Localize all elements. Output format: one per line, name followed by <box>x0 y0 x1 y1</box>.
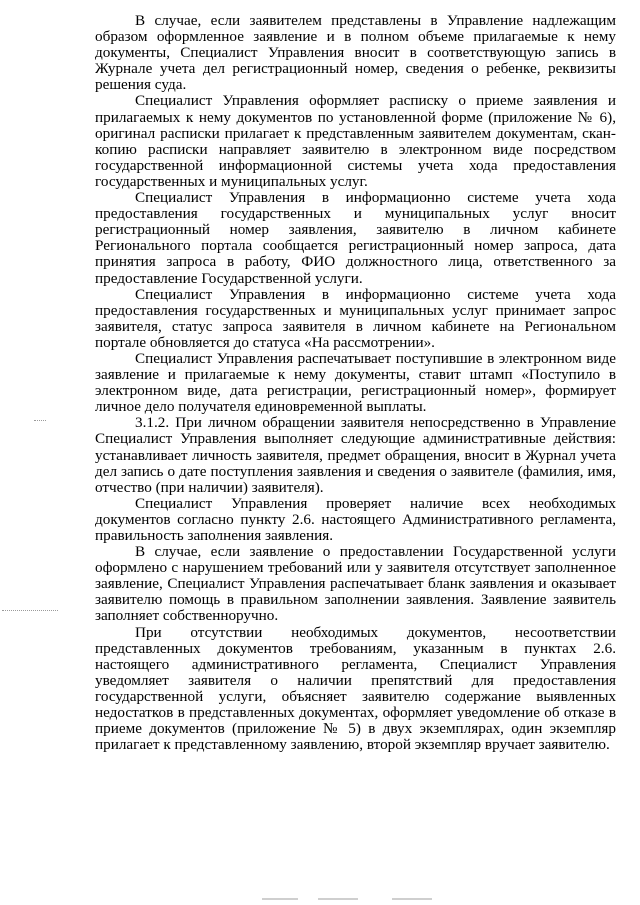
paragraph: Специалист Управления оформляет расписку о приеме заявления и прилагаемых к нему документов по установленной форме (приложение № 6), оригинал расписки прилагает к представленным заявителем документам, скан-копию расписки направляет заявителю в электронном виде посредством государственной информационной системы учета хода предоставления государственных и муниципальных услуг. <box>95 92 616 190</box>
paragraph: При отсутствии необходимых документов, несоответствии представленных документов требованиям, указанным в пунктах 2.6. настоящего административного регламента, Специалист Управления уведомляет заявителя о наличии препятствий для предоставления государственной услуги, объясняет заявителю содержание выявленных недостатков в представленных документах, оформляет уведомление об отказе в приеме документов (приложение № 5) в двух экземплярах, один экземпляр прилагает к представленному заявлению, второй экземпляр вручает заявителю. <box>95 623 616 754</box>
paragraph: В случае, если заявителем представлены в Управление надлежащим образом оформленное заявление и в полном объеме прилагаемые к нему документы, Специалист Управления вносит в соответствующую запись в Журнале учета дел регистрационный номер, сведения о ребенке, реквизиты решения суда. <box>95 12 616 94</box>
scan-artifact-mark <box>2 610 58 612</box>
scan-artifact-mark <box>34 420 46 422</box>
paragraph: Специалист Управления распечатывает поступившие в электронном виде заявление и прилагаемые к нему документы, ставит штамп «Поступило в электронном виде, дата регистрации, регистрационный номер», формирует личное дело получателя единовременной выплаты. <box>95 349 616 416</box>
scan-artifact-mark <box>262 898 298 900</box>
scan-artifact-mark <box>318 898 358 900</box>
scan-artifact-mark <box>392 898 432 900</box>
paragraph: В случае, если заявление о предоставлении Государственной услуги оформлено с нарушением требований или у заявителя отсутствует заполненное заявление, Специалист Управления распечатывает бланк заявления и оказывает заявителю помощь в правильном заполнении заявления. Заявление заявитель заполняет собственноручно. <box>95 543 616 625</box>
document-body <box>95 13 616 753</box>
paragraph: Специалист Управления в информационно системе учета хода предоставления государственных и муниципальных услуг принимает запрос заявителя, статус запроса заявителя в личном кабинете на Региональном портале обновляется до статуса «На рассмотрении». <box>95 285 616 351</box>
paragraph: 3.1.2. При личном обращении заявителя непосредственно в Управление Специалист Управления выполняет следующие административные действия: устанавливает личность заявителя, предмет обращения, вносит в Журнал учета дел запись о дате поступления заявления и сведения о заявителе (фамилия, имя, отчество (при наличии) заявителя). <box>95 414 616 496</box>
paragraph: Специалист Управления проверяет наличие всех необходимых документов согласно пункту 2.6. настоящего Административного регламента, правильность заполнения заявления. <box>95 494 616 544</box>
paragraph: Специалист Управления в информационно системе учета хода предоставления государственных и муниципальных услуг вносит регистрационный номер заявления, заявителю в личном кабинете Регионального портала сообщается регистрационный номер запроса, дата принятия запроса в работу, ФИО должностного лица, ответственного за предоставление Государственной услуги. <box>95 189 616 287</box>
